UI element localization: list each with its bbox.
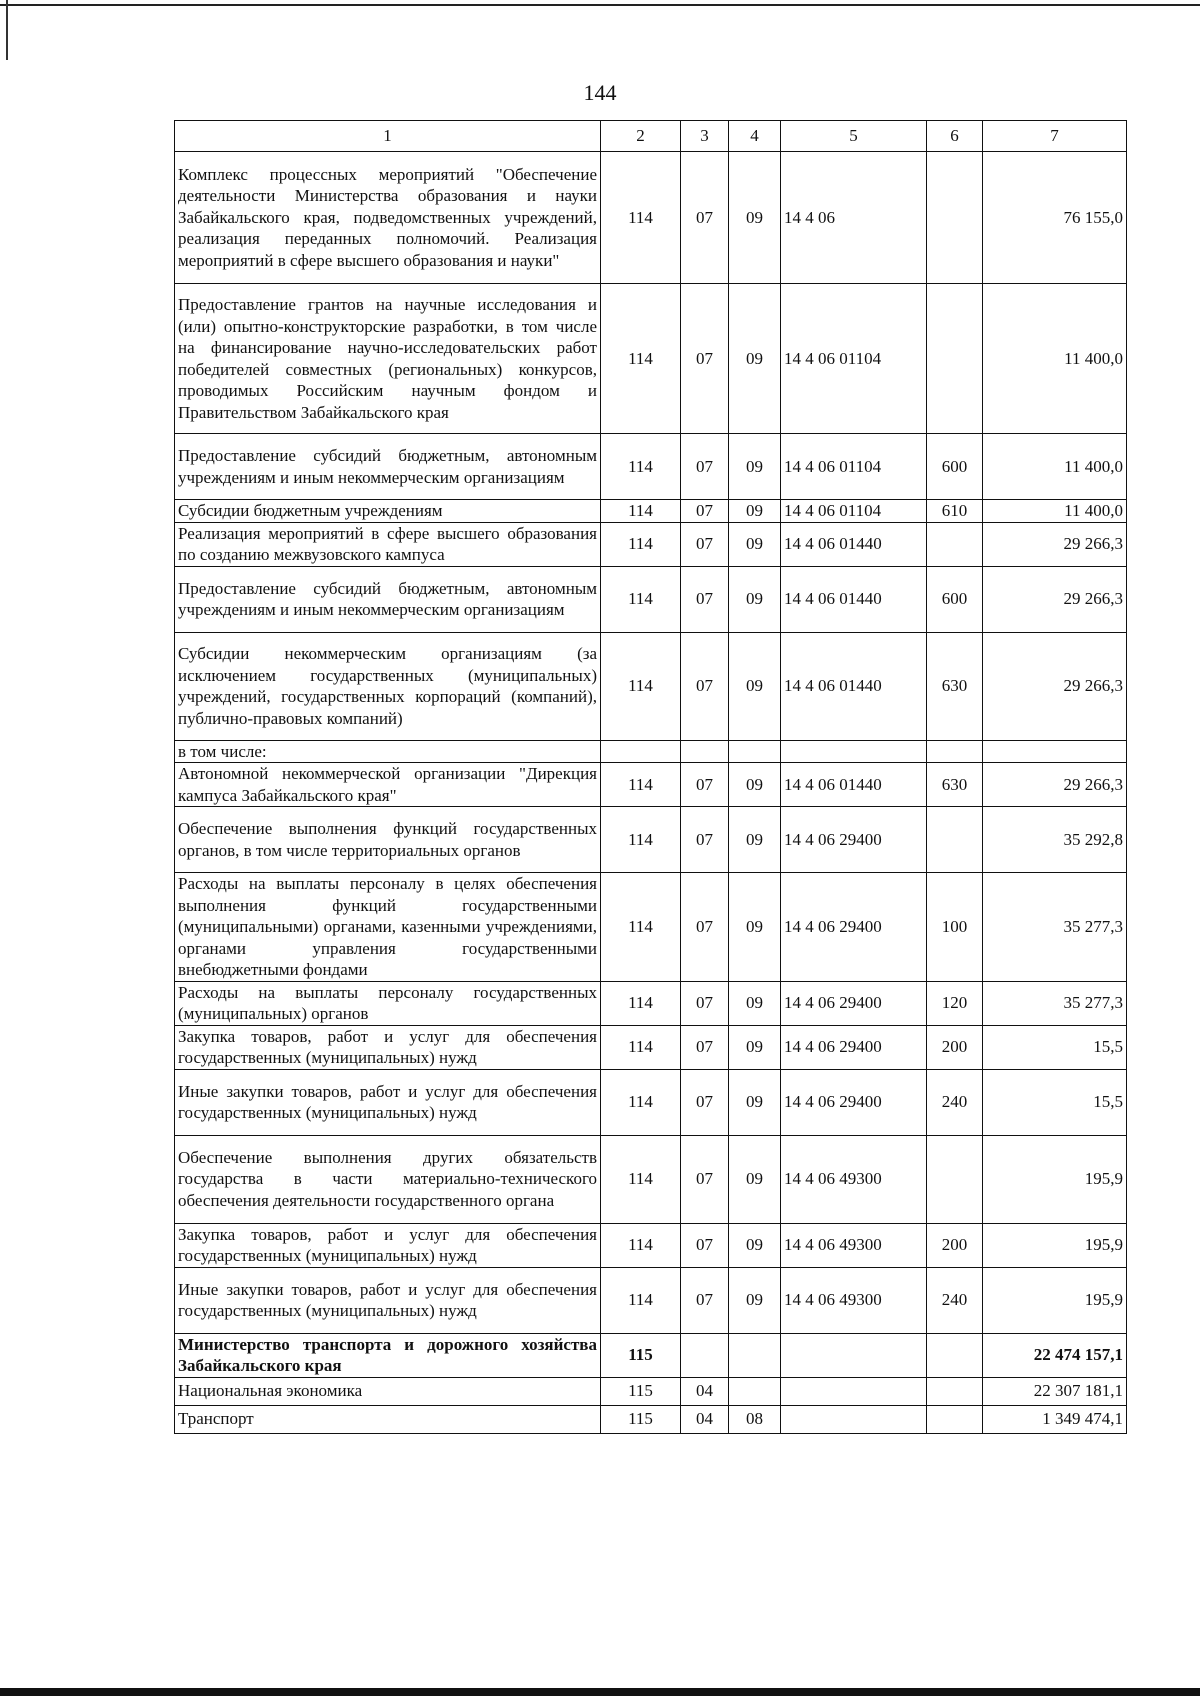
row-subsection: 09 <box>729 522 781 566</box>
row-name: Иные закупки товаров, работ и услуг для обеспечения государственных (муниципальных) нужд <box>175 1267 601 1333</box>
row-target-article: 14 4 06 49300 <box>781 1135 927 1223</box>
row-section: 07 <box>681 284 729 434</box>
table-row <box>175 981 1127 1025</box>
row-name: Предоставление грантов на научные исследования и (или) опытно-конструкторские разработки, в том числе на финансирование научно-исследовательских работ победителей совместных (региональных) конкурсов, проводимых Российским научным фондом и Правительством Забайкальского края <box>175 284 601 434</box>
budget-table <box>174 120 1127 1434</box>
row-target-article: 14 4 06 01440 <box>781 632 927 740</box>
row-name: Субсидии бюджетным учреждениям <box>175 500 601 523</box>
row-name: Транспорт <box>175 1405 601 1433</box>
row-expense-type: 100 <box>927 873 983 982</box>
row-ministry-code: 114 <box>601 522 681 566</box>
scan-edge-left <box>6 0 8 60</box>
scan-edge-top <box>0 4 1200 6</box>
row-section: 07 <box>681 434 729 500</box>
row-subsection: 09 <box>729 1223 781 1267</box>
header-col-7: 7 <box>983 121 1127 152</box>
table-row <box>175 1377 1127 1405</box>
page-number: 144 <box>583 80 617 105</box>
table-row <box>175 1333 1127 1377</box>
row-section: 07 <box>681 1025 729 1069</box>
row-subsection: 09 <box>729 1025 781 1069</box>
row-subsection: 09 <box>729 873 781 982</box>
row-ministry-code: 114 <box>601 1267 681 1333</box>
row-name: Субсидии некоммерческим организациям (за исключением государственных (муниципальных) учреждений, государственных корпораций (компаний), публично-правовых компаний) <box>175 632 601 740</box>
row-expense-type <box>927 1405 983 1433</box>
row-expense-type <box>927 1377 983 1405</box>
row-target-article <box>781 740 927 763</box>
row-amount: 11 400,0 <box>983 500 1127 523</box>
row-target-article: 14 4 06 01104 <box>781 434 927 500</box>
row-name: Министерство транспорта и дорожного хозяйства Забайкальского края <box>175 1333 601 1377</box>
row-name: Расходы на выплаты персоналу государственных (муниципальных) органов <box>175 981 601 1025</box>
table-row <box>175 1267 1127 1333</box>
table-row <box>175 284 1127 434</box>
row-section: 07 <box>681 1069 729 1135</box>
header-col-3: 3 <box>681 121 729 152</box>
row-subsection: 09 <box>729 807 781 873</box>
row-amount: 195,9 <box>983 1223 1127 1267</box>
row-ministry-code: 114 <box>601 632 681 740</box>
row-ministry-code: 114 <box>601 1135 681 1223</box>
row-expense-type <box>927 522 983 566</box>
row-section: 07 <box>681 1223 729 1267</box>
row-amount: 22 307 181,1 <box>983 1377 1127 1405</box>
row-ministry-code: 114 <box>601 1069 681 1135</box>
row-section: 07 <box>681 981 729 1025</box>
row-ministry-code: 115 <box>601 1333 681 1377</box>
row-expense-type: 200 <box>927 1025 983 1069</box>
row-name: Обеспечение выполнения других обязательств государства в части материально-технического обеспечения деятельности государственного органа <box>175 1135 601 1223</box>
row-subsection: 09 <box>729 981 781 1025</box>
row-expense-type <box>927 1135 983 1223</box>
row-amount: 76 155,0 <box>983 152 1127 284</box>
row-section: 07 <box>681 807 729 873</box>
row-section: 07 <box>681 566 729 632</box>
row-expense-type: 120 <box>927 981 983 1025</box>
table-row <box>175 632 1127 740</box>
row-name: Расходы на выплаты персоналу в целях обеспечения выполнения функций государственными (муниципальными) органами, казенными учреждениями, органами управления государственными внебюджетными фондами <box>175 873 601 982</box>
row-expense-type <box>927 284 983 434</box>
row-section: 04 <box>681 1377 729 1405</box>
table-row <box>175 740 1127 763</box>
row-subsection: 09 <box>729 284 781 434</box>
row-expense-type: 240 <box>927 1267 983 1333</box>
header-col-6: 6 <box>927 121 983 152</box>
row-subsection: 09 <box>729 763 781 807</box>
row-target-article: 14 4 06 01440 <box>781 566 927 632</box>
row-expense-type <box>927 807 983 873</box>
row-amount: 35 277,3 <box>983 981 1127 1025</box>
row-ministry-code: 114 <box>601 434 681 500</box>
row-amount: 29 266,3 <box>983 566 1127 632</box>
table-row <box>175 434 1127 500</box>
row-expense-type: 200 <box>927 1223 983 1267</box>
row-name: Национальная экономика <box>175 1377 601 1405</box>
table-row <box>175 873 1127 982</box>
row-section: 07 <box>681 1267 729 1333</box>
row-amount: 11 400,0 <box>983 284 1127 434</box>
row-subsection: 09 <box>729 434 781 500</box>
table-row <box>175 566 1127 632</box>
row-target-article: 14 4 06 29400 <box>781 981 927 1025</box>
row-ministry-code: 115 <box>601 1405 681 1433</box>
table-row <box>175 152 1127 284</box>
table-row <box>175 500 1127 523</box>
row-name: Предоставление субсидий бюджетным, автономным учреждениям и иным некоммерческим организациям <box>175 434 601 500</box>
table-row <box>175 807 1127 873</box>
row-section: 07 <box>681 500 729 523</box>
table-row <box>175 1135 1127 1223</box>
row-name: в том числе: <box>175 740 601 763</box>
row-section: 07 <box>681 632 729 740</box>
row-section: 07 <box>681 763 729 807</box>
table-row <box>175 1223 1127 1267</box>
row-subsection <box>729 740 781 763</box>
row-expense-type: 600 <box>927 434 983 500</box>
row-subsection: 09 <box>729 1069 781 1135</box>
row-ministry-code: 114 <box>601 1223 681 1267</box>
row-amount: 15,5 <box>983 1069 1127 1135</box>
row-ministry-code: 115 <box>601 1377 681 1405</box>
row-ministry-code <box>601 740 681 763</box>
row-amount <box>983 740 1127 763</box>
row-expense-type <box>927 1333 983 1377</box>
row-amount: 29 266,3 <box>983 632 1127 740</box>
row-section <box>681 1333 729 1377</box>
row-name: Реализация мероприятий в сфере высшего образования по созданию межвузовского кампуса <box>175 522 601 566</box>
row-section <box>681 740 729 763</box>
row-target-article: 14 4 06 <box>781 152 927 284</box>
row-target-article: 14 4 06 49300 <box>781 1267 927 1333</box>
row-target-article: 14 4 06 01104 <box>781 284 927 434</box>
row-expense-type: 630 <box>927 763 983 807</box>
row-expense-type: 610 <box>927 500 983 523</box>
row-ministry-code: 114 <box>601 873 681 982</box>
row-subsection: 09 <box>729 566 781 632</box>
row-expense-type: 630 <box>927 632 983 740</box>
row-amount: 29 266,3 <box>983 763 1127 807</box>
header-col-2: 2 <box>601 121 681 152</box>
scan-edge-bottom <box>0 1688 1200 1696</box>
row-amount: 15,5 <box>983 1025 1127 1069</box>
table-row <box>175 763 1127 807</box>
row-target-article <box>781 1405 927 1433</box>
row-amount: 195,9 <box>983 1135 1127 1223</box>
row-ministry-code: 114 <box>601 981 681 1025</box>
row-target-article: 14 4 06 29400 <box>781 1025 927 1069</box>
row-ministry-code: 114 <box>601 1025 681 1069</box>
row-ministry-code: 114 <box>601 763 681 807</box>
row-target-article: 14 4 06 01440 <box>781 763 927 807</box>
table-header-row <box>175 121 1127 152</box>
row-section: 07 <box>681 522 729 566</box>
row-ministry-code: 114 <box>601 152 681 284</box>
row-target-article: 14 4 06 29400 <box>781 807 927 873</box>
row-expense-type <box>927 740 983 763</box>
row-amount: 11 400,0 <box>983 434 1127 500</box>
row-subsection <box>729 1333 781 1377</box>
row-expense-type: 600 <box>927 566 983 632</box>
row-subsection: 09 <box>729 1267 781 1333</box>
row-section: 07 <box>681 873 729 982</box>
row-ministry-code: 114 <box>601 500 681 523</box>
row-target-article: 14 4 06 29400 <box>781 1069 927 1135</box>
table-row <box>175 522 1127 566</box>
row-amount: 22 474 157,1 <box>983 1333 1127 1377</box>
row-ministry-code: 114 <box>601 807 681 873</box>
row-target-article: 14 4 06 01440 <box>781 522 927 566</box>
row-amount: 29 266,3 <box>983 522 1127 566</box>
row-amount: 35 292,8 <box>983 807 1127 873</box>
row-name: Предоставление субсидий бюджетным, автономным учреждениям и иным некоммерческим организациям <box>175 566 601 632</box>
row-target-article <box>781 1333 927 1377</box>
table-row <box>175 1025 1127 1069</box>
row-section: 07 <box>681 152 729 284</box>
row-subsection: 09 <box>729 632 781 740</box>
row-subsection: 09 <box>729 152 781 284</box>
row-section: 07 <box>681 1135 729 1223</box>
row-amount: 35 277,3 <box>983 873 1127 982</box>
row-name: Закупка товаров, работ и услуг для обеспечения государственных (муниципальных) нужд <box>175 1025 601 1069</box>
header-col-5: 5 <box>781 121 927 152</box>
row-ministry-code: 114 <box>601 566 681 632</box>
row-target-article: 14 4 06 49300 <box>781 1223 927 1267</box>
row-name: Иные закупки товаров, работ и услуг для обеспечения государственных (муниципальных) нужд <box>175 1069 601 1135</box>
row-subsection <box>729 1377 781 1405</box>
row-ministry-code: 114 <box>601 284 681 434</box>
table-body <box>175 152 1127 1434</box>
row-name: Закупка товаров, работ и услуг для обеспечения государственных (муниципальных) нужд <box>175 1223 601 1267</box>
table-row <box>175 1069 1127 1135</box>
row-target-article: 14 4 06 01104 <box>781 500 927 523</box>
row-subsection: 09 <box>729 500 781 523</box>
row-subsection: 08 <box>729 1405 781 1433</box>
row-section: 04 <box>681 1405 729 1433</box>
row-expense-type: 240 <box>927 1069 983 1135</box>
table-row <box>175 1405 1127 1433</box>
row-amount: 195,9 <box>983 1267 1127 1333</box>
row-target-article: 14 4 06 29400 <box>781 873 927 982</box>
row-name: Автономной некоммерческой организации "Дирекция кампуса Забайкальского края" <box>175 763 601 807</box>
header-col-4: 4 <box>729 121 781 152</box>
row-subsection: 09 <box>729 1135 781 1223</box>
header-col-1: 1 <box>175 121 601 152</box>
row-expense-type <box>927 152 983 284</box>
row-amount: 1 349 474,1 <box>983 1405 1127 1433</box>
row-target-article <box>781 1377 927 1405</box>
row-name: Обеспечение выполнения функций государственных органов, в том числе территориальных органов <box>175 807 601 873</box>
row-name: Комплекс процессных мероприятий "Обеспечение деятельности Министерства образования и науки Забайкальского края, подведомственных учреждений, реализация переданных полномочий. Реализация мероприятий в сфере высшего образования и науки" <box>175 152 601 284</box>
